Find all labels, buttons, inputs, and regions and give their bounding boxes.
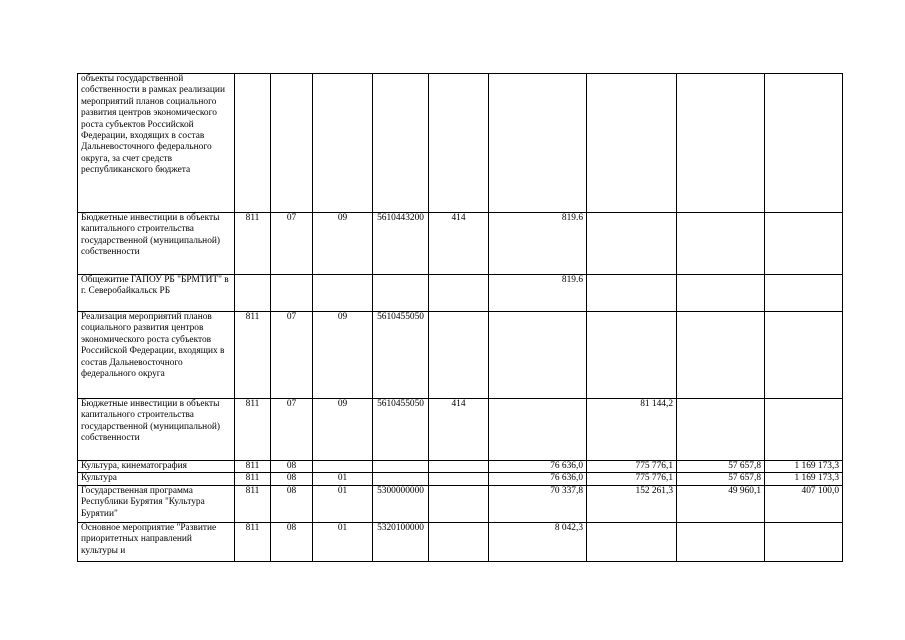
amount-col-2 <box>587 213 677 275</box>
subsection-code: 01 <box>313 522 373 561</box>
table-row <box>78 461 843 473</box>
amount-col-3 <box>677 275 765 312</box>
row-name: Бюджетные инвестиции в объекты капитального строительства государственной (муниципальной) собственности <box>78 213 235 275</box>
target-article-code: 5300000000 <box>373 485 429 522</box>
amount-col-1: 76 636,0 <box>489 473 587 485</box>
amount-col-3 <box>677 74 765 213</box>
amount-col-4 <box>765 399 843 461</box>
ministry-code: 811 <box>235 213 271 275</box>
row-name: Бюджетные инвестиции в объекты капитального строительства государственной (муниципальной) собственности <box>78 399 235 461</box>
table-row <box>78 312 843 399</box>
ministry-code <box>235 275 271 312</box>
amount-col-3: 57 657,8 <box>677 473 765 485</box>
target-article-code <box>373 74 429 213</box>
subsection-code: 09 <box>313 213 373 275</box>
row-name: Общежитие ГАПОУ РБ "БРМТИТ" в г. Северобайкальск РБ <box>78 275 235 312</box>
section-code: 08 <box>271 461 313 473</box>
amount-col-1 <box>489 399 587 461</box>
expense-type-code <box>429 522 489 561</box>
target-article-code <box>373 461 429 473</box>
amount-col-4: 1 169 173,3 <box>765 461 843 473</box>
table-row <box>78 74 843 213</box>
section-code: 07 <box>271 399 313 461</box>
subsection-code: 09 <box>313 312 373 399</box>
section-code: 08 <box>271 473 313 485</box>
target-article-code: 5610443200 <box>373 213 429 275</box>
amount-col-3: 49 960,1 <box>677 485 765 522</box>
row-name: Культура <box>78 473 235 485</box>
amount-col-1: 76 636,0 <box>489 461 587 473</box>
amount-col-4 <box>765 74 843 213</box>
amount-col-4 <box>765 275 843 312</box>
expense-type-code <box>429 312 489 399</box>
amount-col-2: 775 776,1 <box>587 461 677 473</box>
amount-col-4 <box>765 522 843 561</box>
amount-col-3 <box>677 399 765 461</box>
amount-col-2 <box>587 74 677 213</box>
ministry-code: 811 <box>235 399 271 461</box>
amount-col-1: 819.6 <box>489 213 587 275</box>
target-article-code: 5610455050 <box>373 399 429 461</box>
amount-col-4: 1 169 173,3 <box>765 473 843 485</box>
section-code: 08 <box>271 485 313 522</box>
subsection-code: 01 <box>313 485 373 522</box>
ministry-code: 811 <box>235 461 271 473</box>
amount-col-1 <box>489 74 587 213</box>
amount-col-2 <box>587 275 677 312</box>
expense-type-code: 414 <box>429 213 489 275</box>
amount-col-4: 407 100,0 <box>765 485 843 522</box>
ministry-code <box>235 74 271 213</box>
amount-col-2 <box>587 312 677 399</box>
subsection-code: 09 <box>313 399 373 461</box>
section-code: 07 <box>271 213 313 275</box>
budget-table <box>77 73 843 562</box>
amount-col-2: 775 776,1 <box>587 473 677 485</box>
row-name: Основное мероприятие "Развитие приоритетных направлений культуры и <box>78 522 235 561</box>
table-row <box>78 213 843 275</box>
expense-type-code <box>429 74 489 213</box>
table-row <box>78 399 843 461</box>
table-row <box>78 473 843 485</box>
table-row <box>78 485 843 522</box>
amount-col-1: 8 042,3 <box>489 522 587 561</box>
target-article-code: 5610455050 <box>373 312 429 399</box>
subsection-code <box>313 74 373 213</box>
expense-type-code <box>429 473 489 485</box>
table-body <box>78 74 843 562</box>
expense-type-code <box>429 461 489 473</box>
target-article-code: 5320100000 <box>373 522 429 561</box>
amount-col-4 <box>765 312 843 399</box>
section-code <box>271 74 313 213</box>
row-name: Государственная программа Республики Бурятия "Культура Бурятии" <box>78 485 235 522</box>
section-code: 08 <box>271 522 313 561</box>
amount-col-2: 152 261,3 <box>587 485 677 522</box>
target-article-code <box>373 275 429 312</box>
table-row <box>78 522 843 561</box>
amount-col-1: 819.6 <box>489 275 587 312</box>
row-name: Культура, кинематография <box>78 461 235 473</box>
amount-col-1: 70 337,8 <box>489 485 587 522</box>
amount-col-3 <box>677 312 765 399</box>
ministry-code: 811 <box>235 485 271 522</box>
amount-col-2 <box>587 522 677 561</box>
amount-col-1 <box>489 312 587 399</box>
row-name: Реализация мероприятий планов социального развития центров экономического роста субъектов Российской Федерации, входящих в состав Дальневосточного федерального округа <box>78 312 235 399</box>
ministry-code: 811 <box>235 522 271 561</box>
section-code <box>271 275 313 312</box>
expense-type-code <box>429 275 489 312</box>
section-code: 07 <box>271 312 313 399</box>
amount-col-2: 81 144,2 <box>587 399 677 461</box>
ministry-code: 811 <box>235 473 271 485</box>
amount-col-4 <box>765 213 843 275</box>
subsection-code <box>313 275 373 312</box>
amount-col-3 <box>677 522 765 561</box>
subsection-code: 01 <box>313 473 373 485</box>
ministry-code: 811 <box>235 312 271 399</box>
table-row <box>78 275 843 312</box>
subsection-code <box>313 461 373 473</box>
row-name: объекты государственной собственности в рамках реализации мероприятий планов социального развития центров экономического роста субъектов Российской Федерации, входящих в состав Дальневосточного федерального округа, за счет средств республиканского бюджета <box>78 74 235 213</box>
target-article-code <box>373 473 429 485</box>
amount-col-3: 57 657,8 <box>677 461 765 473</box>
amount-col-3 <box>677 213 765 275</box>
expense-type-code: 414 <box>429 399 489 461</box>
expense-type-code <box>429 485 489 522</box>
